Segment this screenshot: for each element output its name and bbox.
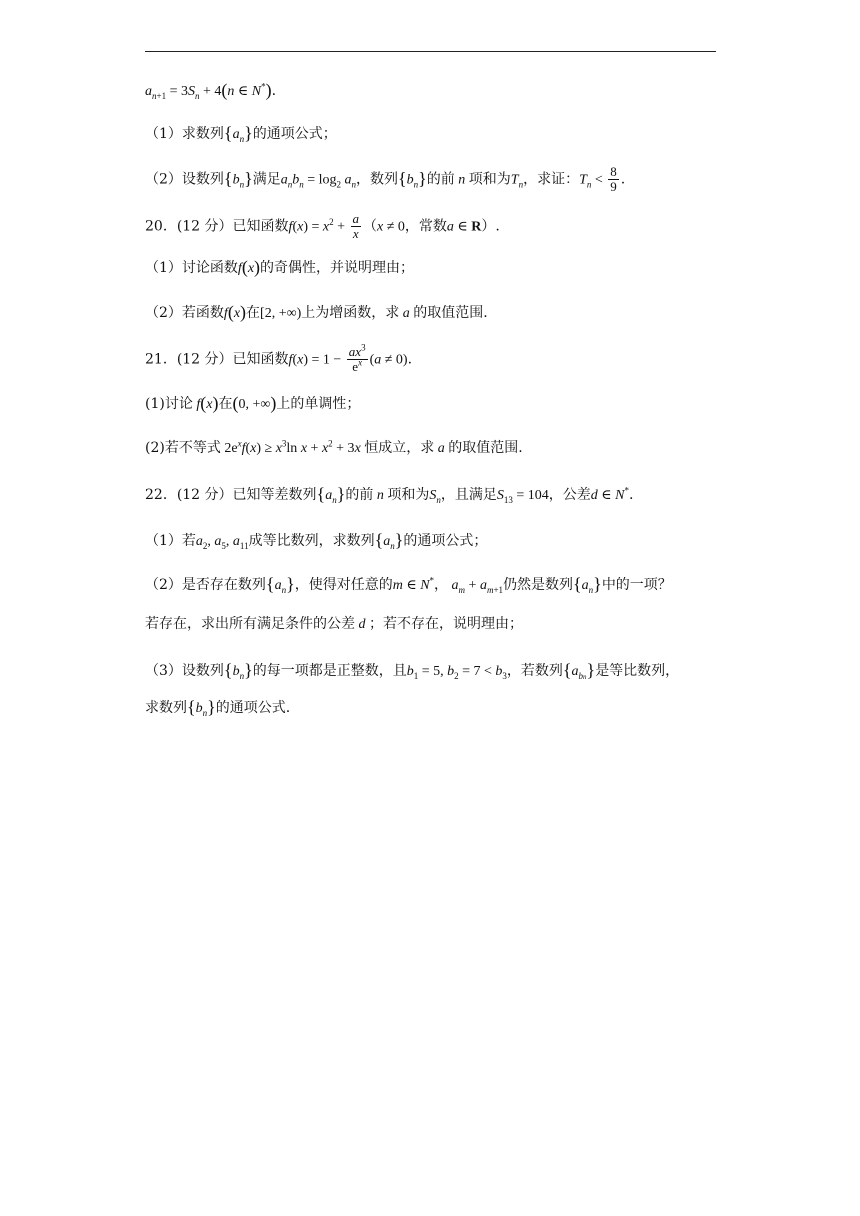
q20-part2: （2）若函数f(x)在[2, +∞)上为增函数，求 a 的取值范围. [145,302,488,322]
q22-part3: （3）设数列$\{b_n\}$的每一项都是正整数，且$b_1 = 5$, $b_2 = 7 < b_3$，若数列$\{a_{bn}\}$是等比数列， [145,660,680,681]
q22-part1: （1）若$a_2$, $a_5$, $a_{11}$成等比数列，求数列$\{a_n\}$的通项公式； [145,530,488,551]
header-rule [145,51,716,52]
q19-part1: （1）求数列$\{a_n\}$的通项公式； [145,123,337,144]
q20-stem: 20．(12 分）已知函数$f(x) = x^2$ + $\frac{a}{x}$ （x ≠ 0，常数a ∈ R）. [145,211,500,241]
line1-tail: . [271,83,277,99]
q20-part1: （1）讨论函数f(x)的奇偶性，并说明理由； [145,257,415,277]
q22-stem: 22．(12 分）已知等差数列$\{a_n\}$的前 n 项和为$S_n$，且满足$S_{13} = 104$，公差d ∈ N*. [145,484,634,505]
q21-stem: 21．(12 分）已知函数f(x) = 1 − $\frac{ax^3}{e^x}$ (a ≠ 0). [145,342,413,374]
recurrence-line: $a_{n+1} = 3S_n + 4(n$ ∈ N*). [145,80,277,101]
q22-part2-cont: 若存在，求出所有满足条件的公差 d ；若不存在，说明理由； [145,616,523,632]
q19-part2: （2）设数列$\{b_n\}$满足$a_nb_n = \log_2 a_n$，数列$\{b_n\}$的前 n 项和为$T_n$，求证：$T_n$ < $\frac{8}{9}$ . [145,164,626,194]
q22-part2: （2）是否存在数列$\{a_n\}$，使得对任意的m ∈ N*， $a_m + a_{m+1}$仍然是数列$\{a_n\}$中的一项？ [145,574,672,595]
fraction-8-9: $\frac{8}{9}$ [610,164,617,194]
q22-part3-cont: 求数列$\{b_n\}$的通项公式. [145,697,291,718]
q21-part2: (2)若不等式 $2e^xf(x) \ge x^3\ln$ $x + x^2 + 3x$ 恒成立，求 a 的取值范围. [145,438,523,456]
q21-part1: (1)讨论 f(x)在(0, +∞)上的单调性； [145,393,361,413]
